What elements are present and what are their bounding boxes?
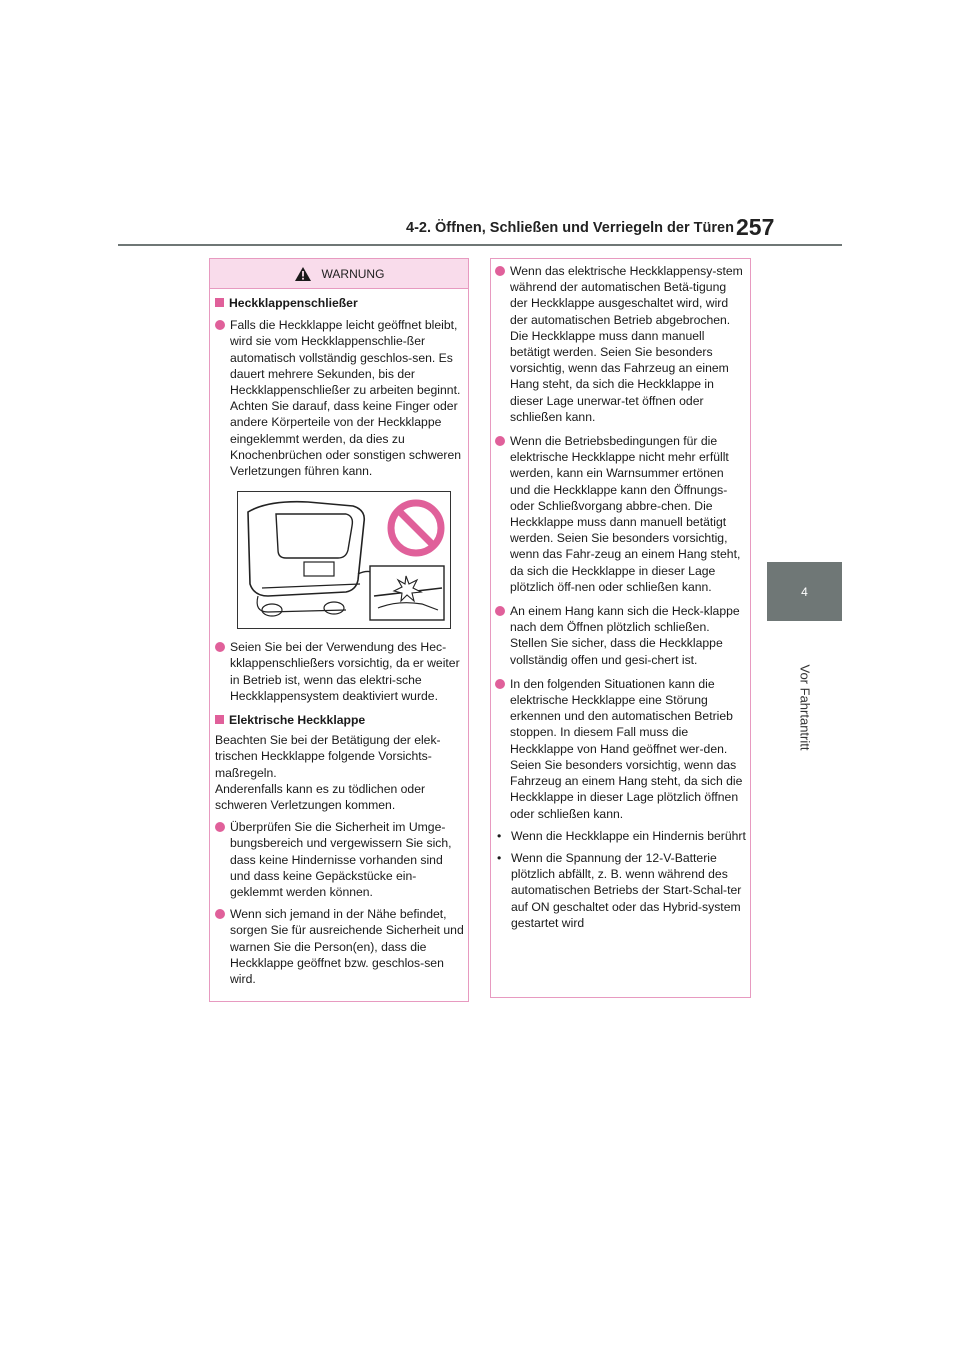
chapter-number: 4 [801, 584, 808, 599]
warning-content-left [210, 295, 468, 987]
chapter-side-label: Vor Fahrtantritt [797, 664, 813, 751]
dash-bullet-icon: • [497, 850, 502, 865]
list-item-text: Überprüfen Sie die Sicherheit im Umge-bungsbereich und vergewissern Sie sich, dass keine Hindernisse vorhanden sind und dass keine Gepäckstücke ein-geklemmt werden können. [230, 820, 452, 900]
paragraph: Beachten Sie bei der Betätigung der elek-trischen Heckklappe folgende Vorsichts-maßregeln. [215, 733, 441, 780]
square-bullet-icon [215, 715, 224, 724]
section-heading [215, 712, 464, 728]
circle-bullet-icon [495, 606, 505, 616]
list-item [215, 906, 464, 987]
circle-bullet-icon [215, 909, 225, 919]
tailgate-illustration-icon [238, 492, 450, 628]
warning-content-right [491, 263, 750, 931]
list-item [495, 263, 746, 425]
header-rule [118, 244, 842, 246]
warning-box-left [209, 258, 469, 1002]
list-item [215, 317, 464, 479]
page-header-title: 4-2. Öffnen, Schließen und Verriegeln der Türen [406, 220, 734, 236]
list-item-text: Wenn das elektrische Heckklappensy-stem während der automatischen Betä-tigung der Heckklappe ausgeschaltet wird, wird der automatischen Betrieb abgebrochen. Die Heckklappe muss dann manuell betätigt werden. Seien Sie besonders vorsichtig, wenn das Fahrzeug an einem Hang steht, da sich die Heckklappe in dieser Lage unerwar-tet öffnen oder schließen kann. [510, 264, 743, 424]
list-item-text: Wenn sich jemand in der Nähe befindet, sorgen Sie für ausreichende Sicherheit und warnen Sie die Person(en), dass die Heckklappe geöffnet bzw. geschlos-sen wird. [230, 907, 464, 987]
dash-list-item-text: Wenn die Heckklappe ein Hindernis berührt [511, 828, 746, 843]
section-heading-text: Elektrische Heckklappe [229, 713, 366, 728]
list-item [215, 819, 464, 900]
warning-header [210, 259, 468, 289]
circle-bullet-icon [495, 266, 505, 276]
warning-triangle-icon [294, 266, 312, 282]
paragraph: Anderenfalls kann es zu tödlichen oder schweren Verletzungen kommen. [215, 781, 426, 813]
dash-list-item-text: Wenn die Spannung der 12-V-Batterie plötzlich abfällt, z. B. wenn während des automatischen Betriebs der Start-Schal-ter auf ON geschaltet oder das Hybrid-system gestartet wird [511, 850, 742, 930]
circle-bullet-icon [495, 436, 505, 446]
page-number: 257 [736, 214, 775, 240]
list-item [495, 433, 746, 595]
list-item-text: Wenn die Betriebsbedingungen für die elektrische Heckklappe nicht mehr erfüllt werden, kann ein Warnsummer ertönen und die Heckklappe kann den Öffnungs- oder Schließvorgang abbre-chen. Die Heckklappe muss dann manuell betätigt werden. Seien Sie besonders vorsichtig, wenn das Fahr-zeug an einem Hang steht, da sich die Heckklappe in dieser Lage plötzlich öff-nen oder schließen kann. [510, 434, 741, 594]
list-item [495, 676, 746, 822]
circle-bullet-icon [495, 679, 505, 689]
list-item-text: In den folgenden Situationen kann die elektrische Heckklappe eine Störung erkennen und den automatischen Betrieb stoppen. In diesem Fall muss die Heckklappe von Hand geöffnet wer-den. Seien Sie besonders vorsichtig, wenn das Fahrzeug an einem Hang steht, da sich die Heckklappe in dieser Lage plötzlich öffnen oder schließen kann. [510, 676, 743, 821]
warning-title: WARNUNG [321, 266, 385, 281]
chapter-tab [767, 562, 842, 621]
circle-bullet-icon [215, 642, 225, 652]
list-item-text: Seien Sie bei der Verwendung des Hec-kklappenschließers vorsichtig, da er weiter in Betrieb ist, wenn das elektri-sche Heckklappensystem deaktiviert wurde. [230, 640, 460, 703]
dash-bullet-icon: • [497, 828, 502, 843]
circle-bullet-icon [215, 320, 225, 330]
square-bullet-icon [215, 298, 224, 307]
dash-list-item [495, 828, 746, 844]
list-item [215, 639, 464, 704]
section-heading-text: Heckklappenschließer [229, 296, 358, 310]
section-heading [215, 295, 464, 311]
warning-box-right [490, 258, 751, 998]
list-item-text: An einem Hang kann sich die Heck-klappe nach dem Öffnen plötzlich schließen. Stellen Sie sicher, dass die Heckklappe vollständig offen und gesi-chert ist. [510, 604, 740, 667]
list-item [495, 603, 746, 668]
list-item-text: Falls die Heckklappe leicht geöffnet bleibt, wird sie vom Heckklappenschlie-ßer automatisch vollständig geschlos-sen. Es dauert mehrere Sekunden, bis der Heckklappenschließer zu arbeiten beginnt. Achten Sie darauf, dass keine Finger oder andere Körperteile von der Heckklappe eingeklemmt werden, da dies zu Knochenbrüchen oder sonstigen schweren Verletzungen führen kann. [230, 318, 462, 479]
tailgate-warning-illustration [237, 491, 451, 629]
dash-list-item [495, 850, 746, 931]
circle-bullet-icon [215, 822, 225, 832]
